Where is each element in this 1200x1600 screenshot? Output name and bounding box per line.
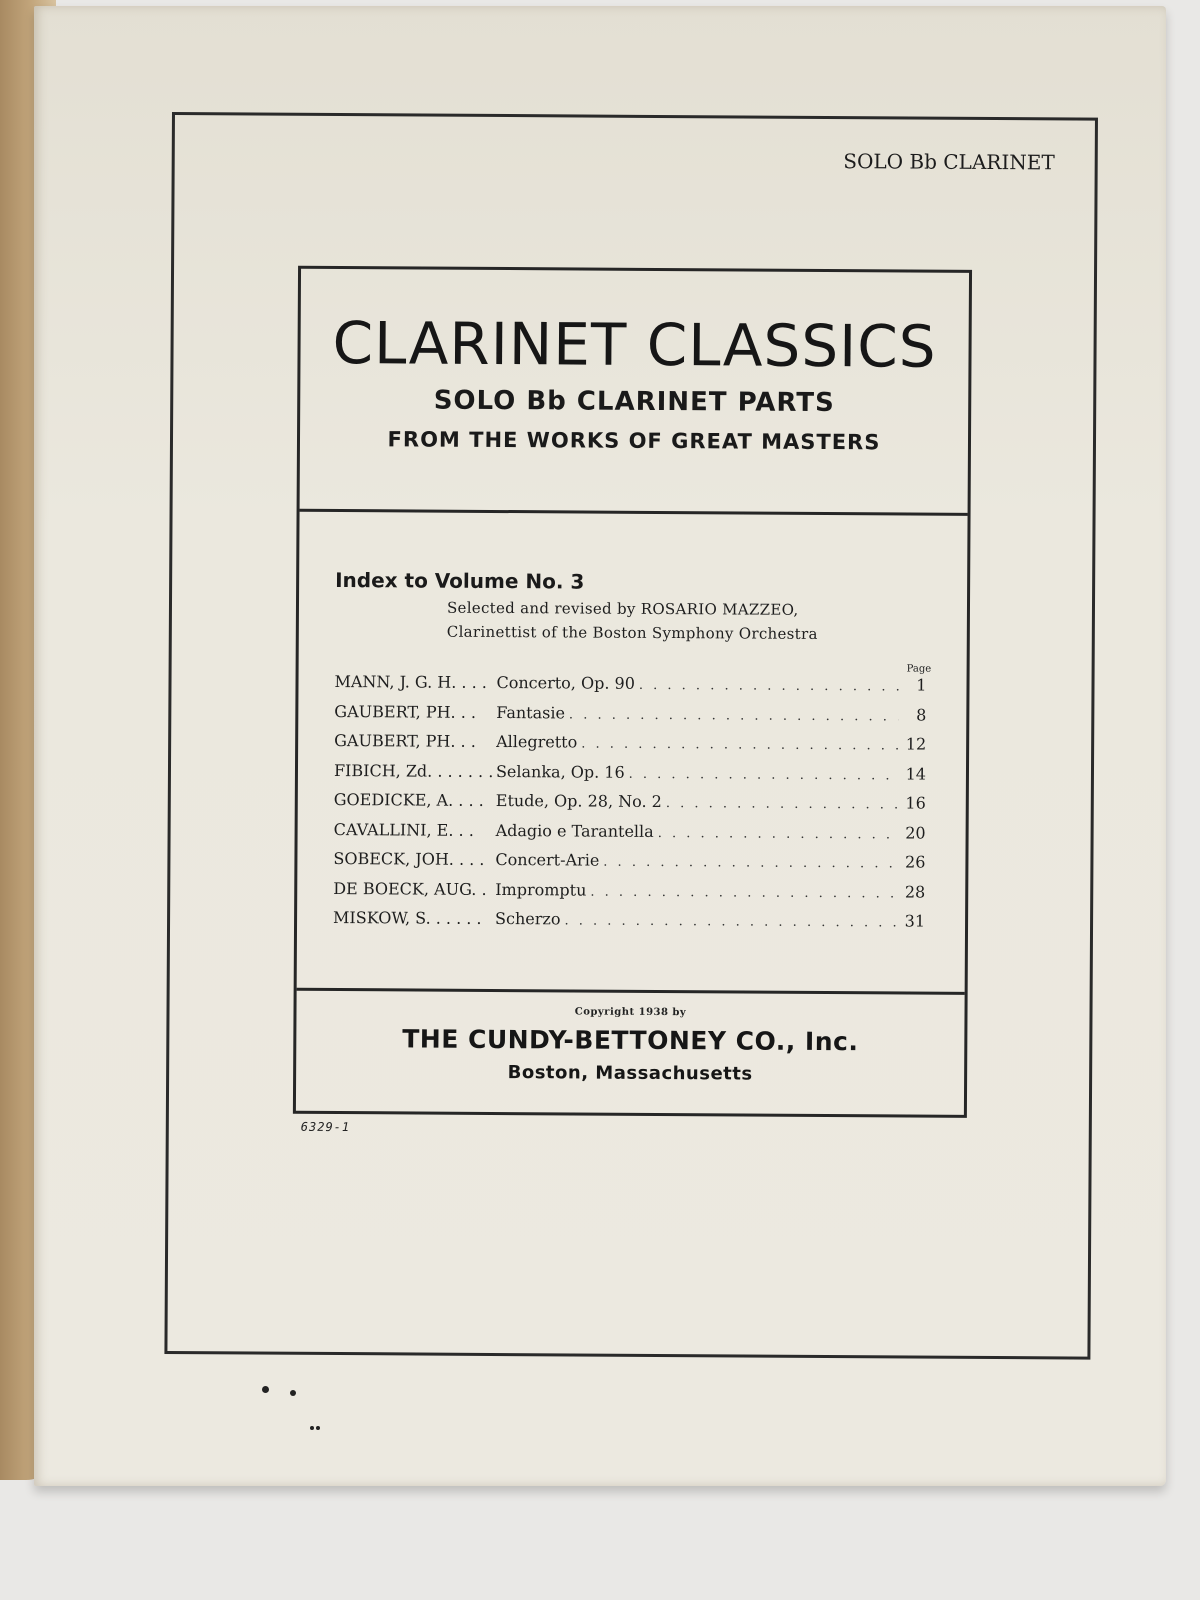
publisher-name: THE CUNDY-BETTONEY CO., Inc. [402,1024,859,1057]
dot-leader [666,796,898,812]
entry-page: 20 [905,822,926,843]
entry-page: 8 [916,705,927,725]
index-section [297,512,968,995]
page-column-label: Page [906,663,932,675]
dot-leader [569,707,898,724]
dot-leader [603,855,897,872]
entry-composer: GOEDICKE, A. . . . [333,790,484,810]
entry-page: 12 [905,734,927,754]
entry-work: Allegretto [496,731,578,752]
index-entry [334,761,926,794]
entry-page: 26 [905,852,926,872]
index-entry [333,908,925,941]
index-entry [334,790,926,823]
index-entry [334,672,926,705]
entry-work: Adagio e Tarantella [495,820,654,841]
entry-page: 1 [916,675,927,695]
index-heading: Index to Volume No. 3 [335,568,585,594]
entry-composer: MISKOW, S. . . . . . [333,907,482,928]
ink-speck [310,1426,314,1430]
publisher-city: Boston, Massachusetts [507,1062,753,1085]
entry-work: Impromptu [495,879,587,900]
index-entry [333,849,925,882]
editor-credit-line-1: Selected and revised by ROSARIO MAZZEO, [446,598,799,619]
dot-leader [658,825,898,841]
entry-page: 14 [905,763,927,784]
entry-work: Selanka, Op. 16 [495,761,625,782]
index-entry [333,878,925,911]
publisher-block [296,991,965,1086]
entry-page: 31 [904,911,926,931]
title-block [300,269,969,516]
ink-speck [316,1426,320,1430]
entry-work: Scherzo [495,908,561,929]
outer-border-frame [164,112,1098,1360]
dot-leader [564,913,897,930]
entry-page: 16 [905,793,926,813]
subtitle: SOLO Bb CLARINET PARTS [433,385,835,419]
handwritten-catalog-number: 6329-1 [300,1119,351,1135]
instrument-label: SOLO Bb CLARINET [843,149,1055,175]
subtitle-secondary: FROM THE WORKS OF GREAT MASTERS [387,427,881,455]
entry-work: Fantasie [496,702,566,722]
dot-leader [590,884,897,901]
ink-speck [290,1390,296,1396]
entry-work: Concerto, Op. 90 [496,672,635,693]
entry-composer: SOBECK, JOH. . . . [333,849,485,869]
index-entry [334,702,926,735]
main-title: CLARINET CLASSICS [332,308,937,381]
index-entry [334,731,926,764]
copyright-line: Copyright 1938 by [574,1006,687,1019]
index-entry [334,820,926,853]
entry-composer: MANN, J. G. H. . . . [334,672,487,692]
inner-border-frame [293,266,972,1118]
entry-work: Concert-Arie [495,849,600,870]
ink-speck [262,1386,269,1393]
entry-work: Etude, Op. 28, No. 2 [495,790,662,812]
entry-composer: CAVALLINI, E. . . [333,819,474,840]
entry-composer: DE BOECK, AUG. . [333,878,487,899]
entry-composer: GAUBERT, PH. . . [334,701,477,722]
entry-composer: FIBICH, Zd. . . . . . . [333,760,494,781]
dot-leader [581,737,898,754]
index-entries [333,672,927,941]
dot-leader [639,678,899,695]
entry-composer: GAUBERT, PH. . . [334,731,476,751]
dot-leader [629,766,898,783]
editor-credit-line-2: Clarinettist of the Boston Symphony Orchestra [446,622,818,643]
cover-page [34,6,1166,1486]
entry-page: 28 [904,881,926,902]
